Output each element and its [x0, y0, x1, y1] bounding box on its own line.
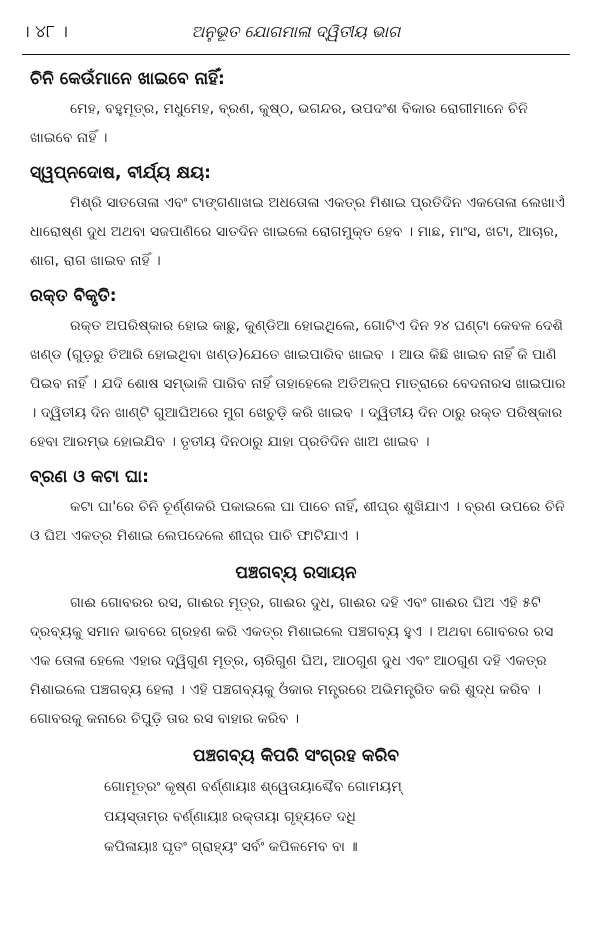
section-heading: ରକ୍ତ ବିକୃତି:: [30, 286, 117, 306]
panchagavya-title: ପଞ୍ଚଗବ୍ୟ ରସାୟନ: [235, 563, 357, 583]
section-paragraph: ମେହ, ବହୁମୂତ୍ର, ମଧୁମେହ, ବ୍ରଣ, କୁଷ୍ଠ, ଭଗନ୍ଦର, ଉପଦଂଶ ବିକାର ରୋଗୀମାନେ ଚିନି ଖାଇବେ ନାହିଁ ।: [30, 101, 528, 146]
shloka-verse: [104, 772, 570, 862]
running-title: ଅନୁଭୂତ ଯୋଗମାଳା ଦ୍ୱିତୀୟ ଭାଗ: [191, 22, 401, 41]
shloka-line: ପୟସ୍ତାମ୍ର ବର୍ଣ୍ଣାୟାଃ ରକ୍ତାୟା ଗୃହ୍ୟତେ ଦଧି: [104, 809, 356, 825]
section-blood-disorder: [22, 286, 570, 457]
section-paragraph: କଟା ଘା'ରେ ଚିନି ଚୂର୍ଣ୍ଣକରି ପକାଇଲେ ଘା ପାଚେ ନାହିଁ, ଶୀଘ୍ର ଶୁଖିଯାଏ । ବ୍ରଣ ଉପରେ ଚିନି ଓ ଘିଅ ଏକତ୍ର ମିଶାଇ ଲେପଦେଲେ ଶୀଘ୍ର ପାଚି ଫାଟିଯାଏ ।: [30, 499, 565, 544]
page-header: [22, 14, 570, 55]
page-number: । ୪୮ ।: [22, 22, 68, 42]
section-dream-loss: [22, 163, 570, 276]
section-wounds: [22, 467, 570, 551]
section-paragraph: ମିଶ୍ରି ସାତତୋଳା ଏବଂ ଟାଙ୍ଗଣାଖଇ ଅଧତୋଳା ଏକତ୍ର ମିଶାଇ ପ୍ରତିଦିନ ଏକତୋଳା ଲେଖାଏଁ ଧାରୋଷ୍ଣ ଦୁଧ ଅଥବା ସଜପାଣିରେ ସାତଦିନ ଖାଇଲେ ରୋଗମୁକ୍ତ ହେବ । ମାଛ, ମାଂସ, ଖଟା, ଆଚାର, ଶାଗ, ରାଗ ଖାଇବ ନାହିଁ ।: [30, 195, 565, 269]
section-heading: ବ୍ରଣ ଓ କଟା ଘା:: [30, 467, 149, 487]
section-panchagavya: [22, 563, 570, 734]
section-heading: ଚିନି କେଉଁମାନେ ଖାଇବେ ନାହିଁ:: [30, 69, 225, 89]
section-collection: [22, 746, 570, 862]
shloka-line: ଗୋମୂତ୍ରଂ କୃଷ୍ଣ ବର୍ଣ୍ଣାୟାଃ ଶ୍ୱେତାୟାଶ୍ଚୈବ ଗୋମୟମ୍: [104, 779, 402, 795]
panchagavya-paragraph: ଗାଈ ଗୋବରର ରସ, ଗାଈର ମୂତ୍ର, ଗାଈର ଦୁଧ, ଗାଈର ଦହି ଏବଂ ଗାଈର ଘିଅ ଏହି ୫ଟି ଦ୍ରବ୍ୟକୁ ସମାନ ଭାବରେ ଗ୍ରହଣ କରି ଏକତ୍ର ମିଶାଇଲେ ପଞ୍ଚଗବ୍ୟ ହୁଏ । ଅଥବା ଗୋବରର ରସ ଏକ ତୋଳା ହେଲେ ଏହାର ଦ୍ୱିଗୁଣ ମୂତ୍ର, ଚାରିଗୁଣ ଘିଅ, ଆଠଗୁଣ ଦୁଧ ଏବଂ ଆଠଗୁଣ ଦହି ଏକତ୍ର ମିଶାଇଲେ ପଞ୍ଚଗବ୍ୟ ହେଲା । ଏହି ପଞ୍ଚଗବ୍ୟକୁ ଓଁକାର ମନ୍ତ୍ରରେ ଅଭିମନ୍ତ୍ରିତ କରି ଶୁଦ୍ଧ କରିବ । ଗୋବରକୁ କନାରେ ଚିପୁଡ଼ି ତାର ରସ ବାହାର କରିବ ।: [30, 595, 554, 727]
section-heading: ସ୍ୱପ୍ନଦୋଷ, ବୀର୍ଯ୍ୟ କ୍ଷୟ:: [30, 163, 211, 183]
section-paragraph: ରକ୍ତ ଅପରିଷ୍କାର ହୋଇ କାଛୁ, କୁଣ୍ଡିଆ ହୋଇଥିଲେ, ଗୋଟିଏ ଦିନ ୨୪ ଘଣ୍ଟା କେବଳ ଦେଶି ଖଣ୍ଡ (ଗୁଡ଼ରୁ ତିଆରି ହୋଇଥିବା ଖଣ୍ଡ)ଯେତେ ଖାଇପାରିବ ଖାଇବ । ଆଉ କିଛି ଖାଇବ ନାହିଁ କି ପାଣି ପିଇବ ନାହିଁ । ଯଦି ଶୋଷ ସମ୍ଭାଳି ପାରିବ ନାହିଁ ତାହାହେଲେ ଅତିଅଳ୍ପ ମାତ୍ରାରେ ବେଦନାରସ ଖାଇପାର । ଦ୍ୱିତୀୟ ଦିନ ଖାଣ୍ଟି ଗୁଆଘିଅରେ ମୁଗ ଖେଚୁଡ଼ି କରି ଖାଇବ । ଦ୍ୱିତୀୟ ଦିନ ଠାରୁ ରକ୍ତ ପରିଷ୍କାର ହେବା ଆରମ୍ଭ ହୋଇଯିବ । ତୃତୀୟ ଦିନଠାରୁ ଯାହା ପ୍ରତିଦିନ ଖାଅ ଖାଇବ ।: [30, 318, 566, 450]
section-sugar: [22, 69, 570, 153]
collection-title: ପଞ୍ଚଗବ୍ୟ କିପରି ସଂଗ୍ରହ କରିବ: [193, 746, 399, 766]
shloka-line: କପିଳାୟାଃ ଘୃତଂ ଗ୍ରାହ୍ୟଂ ସର୍ବଂ କପିଳମେବ ବା ॥: [104, 839, 358, 855]
